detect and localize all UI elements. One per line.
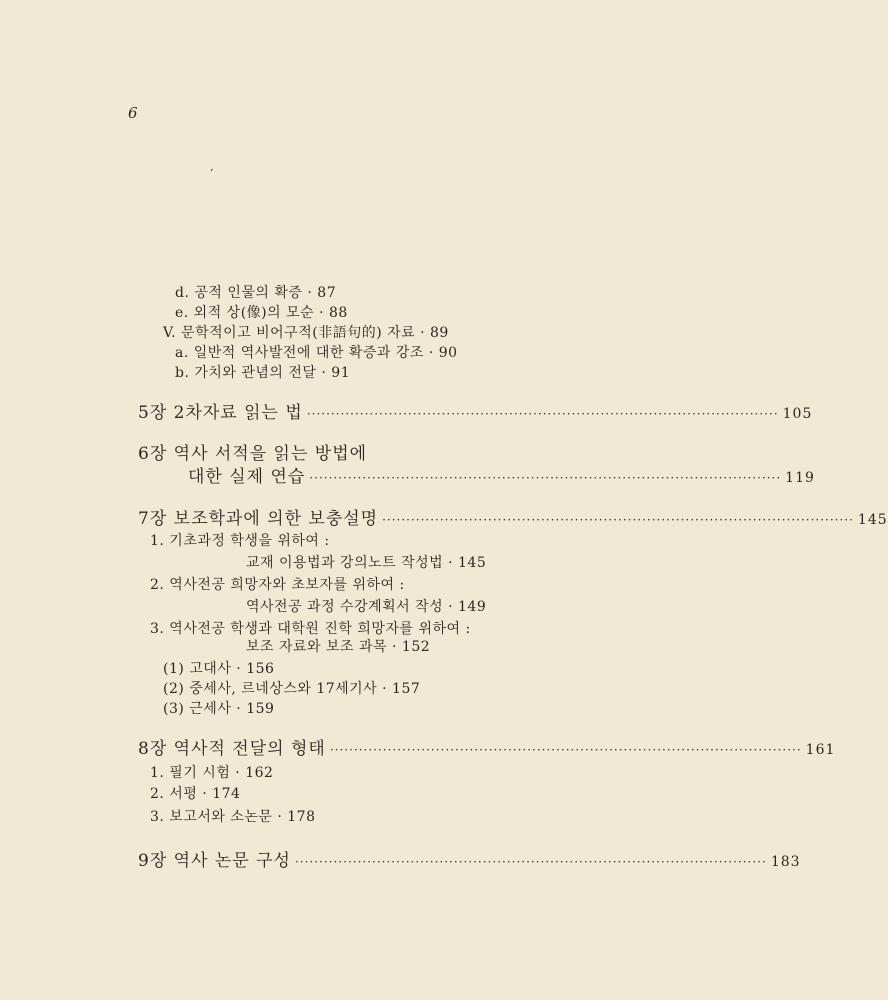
toc-chapter-5[interactable]: [138, 398, 813, 423]
ch7-item-3-sub: 보조 자료와 보조 과목 · 152: [246, 639, 431, 655]
toc-item-a: a. 일반적 역사발전에 대한 확증과 강조 · 90: [175, 345, 458, 361]
ch7-item-3-2: (2) 중세사, 르네상스와 17세기사 · 157: [163, 681, 421, 697]
ch7-item-3: 3. 역사전공 학생과 대학원 진학 희망자를 위하여 :: [150, 621, 471, 637]
chapter-title: 8장 역사적 전달의 형태: [138, 739, 326, 759]
dot-leader: ··································································································: [309, 471, 782, 485]
chapter-title: 5장 2차자료 읽는 법: [138, 403, 303, 423]
ch7-item-3-3: (3) 근세사 · 159: [163, 701, 275, 717]
toc-chapter-9[interactable]: [138, 846, 801, 871]
ch8-item-3: 3. 보고서와 소논문 · 178: [150, 809, 316, 825]
toc-item-e: e. 외적 상(像)의 모순 · 88: [175, 305, 348, 321]
chapter-page: 183: [770, 854, 801, 870]
ch7-item-1-sub: 교재 이용법과 강의노트 작성법 · 145: [246, 555, 487, 571]
chapter-6-title-line1: 6장 역사 서적을 읽는 방법에: [138, 444, 368, 464]
toc-chapter-8[interactable]: [138, 734, 836, 759]
chapter-page: 105: [782, 406, 813, 422]
ch7-item-3-1: (1) 고대사 · 156: [163, 661, 275, 677]
toc-item-b: b. 가치와 관념의 전달 · 91: [175, 365, 351, 381]
toc-chapter-7[interactable]: [138, 504, 888, 529]
ch7-item-2: 2. 역사전공 희망자와 초보자를 위하여 :: [150, 577, 405, 593]
chapter-page: 145: [857, 512, 888, 528]
dot-leader: ··································································································: [382, 513, 854, 527]
page-number: 6: [128, 104, 138, 122]
ch8-item-1: 1. 필기 시험 · 162: [150, 765, 274, 781]
chapter-page: 161: [805, 742, 836, 758]
toc-chapter-6[interactable]: [188, 462, 815, 487]
chapter-page: 119: [785, 470, 815, 486]
ch7-item-2-sub: 역사전공 과정 수강계획서 작성 · 149: [246, 599, 487, 615]
dot-leader: ··································································································: [329, 743, 802, 757]
chapter-title: 7장 보조학과에 의한 보충설명: [138, 509, 379, 529]
ch7-item-1: 1. 기초과정 학생을 위하여 :: [150, 533, 330, 549]
chapter-title: 9장 역사 논문 구성: [138, 851, 291, 871]
chapter-title-line2: 대한 실제 연습: [188, 467, 306, 487]
stray-mark: ʻ: [210, 168, 214, 179]
toc-item-d: d. 공적 인물의 확증 · 87: [175, 285, 337, 301]
dot-leader: ··································································································: [294, 855, 767, 869]
dot-leader: ··································································································: [306, 407, 779, 421]
ch8-item-2: 2. 서평 · 174: [150, 786, 241, 802]
toc-item-v: V. 문학적이고 비어구적(非語句的) 자료 · 89: [163, 325, 449, 341]
